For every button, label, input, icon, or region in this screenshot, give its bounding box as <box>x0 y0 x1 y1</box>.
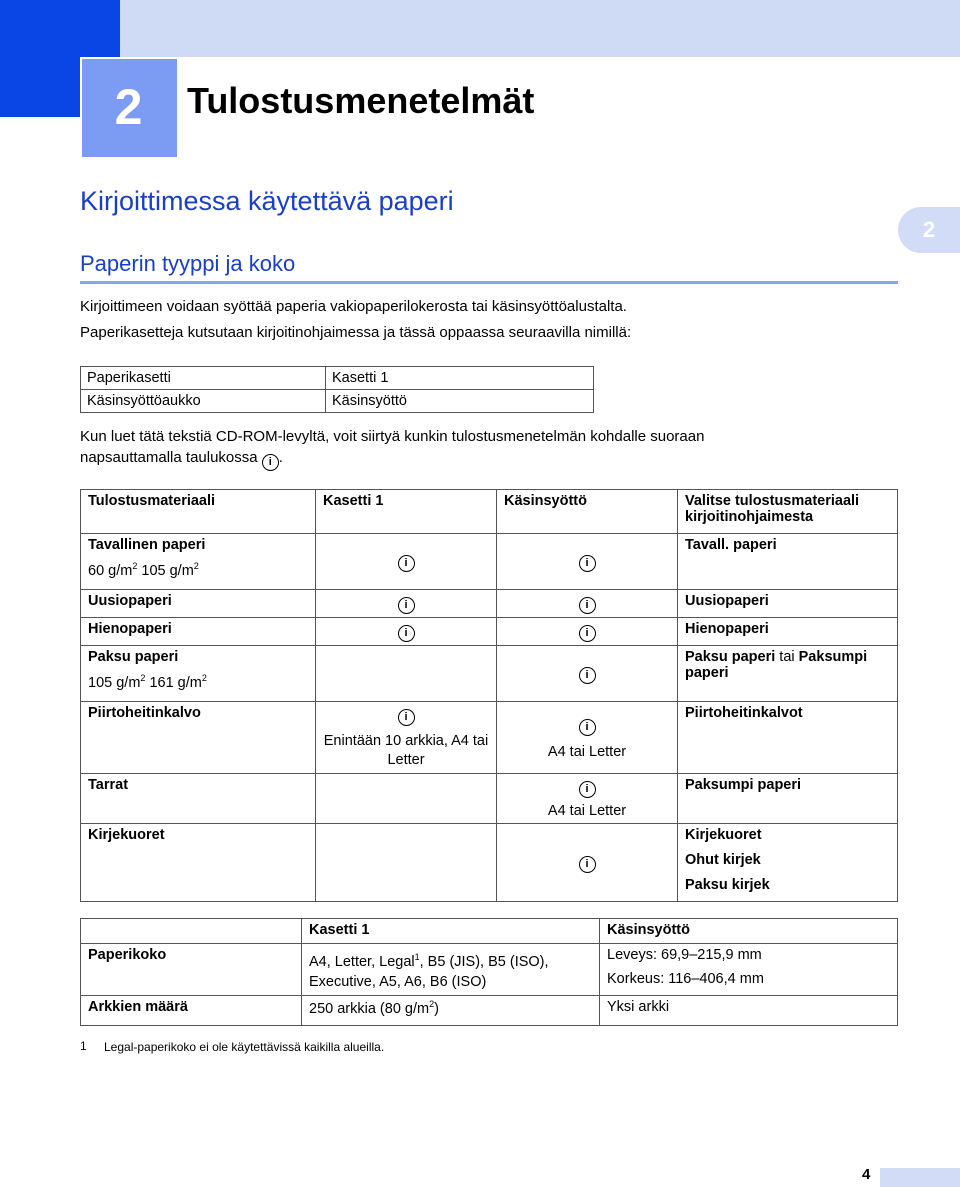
table-cell <box>678 646 898 702</box>
weight-from: 60 g/m <box>88 562 133 579</box>
table-row <box>81 534 898 590</box>
tray-note: Enintään 10 arkkia, A4 tai Letter <box>323 733 489 768</box>
table-cell <box>497 590 678 618</box>
superscript: 2 <box>193 561 199 571</box>
table-cell <box>302 944 600 996</box>
table-row <box>81 367 594 390</box>
paper-size-table <box>80 918 898 1026</box>
sheet-count: ) <box>434 1000 439 1017</box>
info-icon[interactable]: i <box>398 597 415 614</box>
info-icon[interactable]: i <box>579 781 596 798</box>
table-header-row <box>81 919 898 944</box>
media-type-table <box>80 489 898 902</box>
table-cell <box>678 824 898 902</box>
table-cell <box>316 590 497 618</box>
driver-option: Ohut kirjek <box>685 852 761 868</box>
table-row <box>81 590 898 618</box>
table-cell <box>497 646 678 702</box>
table-cell: Käsinsyöttöaukko <box>81 390 326 413</box>
cd-note-line-2 <box>80 447 283 471</box>
media-name: Tavallinen paperi <box>88 537 206 553</box>
header-cell: Tulostusmateriaali <box>81 490 316 534</box>
info-icon[interactable]: i <box>398 555 415 572</box>
footnote-text: Legal-paperikoko ei ole käytettävissä kaikilla alueilla. <box>104 1040 385 1054</box>
table-cell <box>497 534 678 590</box>
info-icon[interactable]: i <box>262 454 279 471</box>
info-icon[interactable]: i <box>579 597 596 614</box>
intro-line-2: Paperikasetteja kutsutaan kirjoitinohjaimessa ja tässä oppaassa seuraavilla nimillä: <box>80 324 632 341</box>
table-row <box>81 824 898 902</box>
table-cell: Tarrat <box>81 774 316 824</box>
table-cell: Piirtoheitinkalvot <box>678 702 898 774</box>
table-cell <box>316 618 497 646</box>
chapter-title: Tulostusmenetelmät <box>187 80 535 121</box>
sheet-count: 250 arkkia (80 g/m <box>309 1000 430 1017</box>
footnote-number: 1 <box>80 1039 87 1053</box>
table-header-row <box>81 490 898 534</box>
table-cell: Tavall. paperi <box>678 534 898 590</box>
table-cell <box>316 646 497 702</box>
footnote-ref: 1 <box>414 952 420 962</box>
media-name: Paksu paperi <box>88 649 179 665</box>
weight-from: 105 g/m <box>88 674 141 691</box>
weight-to: 105 g/m <box>137 562 194 579</box>
table-cell: Paksumpi paperi <box>678 774 898 824</box>
table-cell: Uusiopaperi <box>81 590 316 618</box>
info-icon[interactable]: i <box>398 625 415 642</box>
info-icon[interactable]: i <box>579 719 596 736</box>
table-row <box>81 702 898 774</box>
cd-note-text: napsauttamalla taulukossa <box>80 449 258 466</box>
table-cell: Piirtoheitinkalvo <box>81 702 316 774</box>
table-cell: Yksi arkki <box>600 995 898 1025</box>
table-cell: Käsinsyöttö <box>326 390 594 413</box>
superscript: 2 <box>132 561 138 571</box>
table-cell <box>497 774 678 824</box>
manual-height: Korkeus: 116–406,4 mm <box>607 971 764 987</box>
table-row <box>81 618 898 646</box>
table-row <box>81 646 898 702</box>
table-cell: Arkkien määrä <box>81 995 302 1025</box>
header-cell: Kasetti 1 <box>302 919 600 944</box>
cd-note-line-1: Kun luet tätä tekstiä CD-ROM-levyltä, voit siirtyä kunkin tulostusmenetelmän kohdalle suoraan <box>80 428 705 445</box>
info-icon[interactable]: i <box>579 667 596 684</box>
table-cell <box>316 534 497 590</box>
table-cell <box>81 646 316 702</box>
table-cell: Hienopaperi <box>81 618 316 646</box>
manual-note: A4 tai Letter <box>547 803 627 819</box>
tray-names-table <box>80 366 594 413</box>
table-cell: Hienopaperi <box>678 618 898 646</box>
media-weight <box>88 561 308 579</box>
table-cell <box>497 702 678 774</box>
table-row <box>81 944 898 996</box>
table-row <box>81 390 594 413</box>
chapter-number: 2 <box>114 79 143 135</box>
header-cell: Kasetti 1 <box>316 490 497 534</box>
page-number: 4 <box>862 1166 871 1183</box>
driver-option: Kirjekuoret <box>685 827 762 843</box>
header-cell: Käsinsyöttö <box>600 919 898 944</box>
table-row <box>81 774 898 824</box>
cd-note-dot: . <box>278 449 283 466</box>
media-weight <box>88 673 308 691</box>
table-cell <box>81 534 316 590</box>
header-band <box>0 0 960 57</box>
driver-option: Paksumpi paperi <box>685 649 868 681</box>
header-cell: Käsinsyöttö <box>497 490 678 534</box>
section-heading: Kirjoittimessa käytettävä paperi <box>80 186 454 216</box>
table-cell <box>497 618 678 646</box>
table-cell <box>302 995 600 1025</box>
info-icon[interactable]: i <box>579 555 596 572</box>
chapter-side-tab: 2 <box>898 207 960 253</box>
table-cell <box>316 702 497 774</box>
driver-option: Paksu paperi <box>685 649 776 665</box>
table-row <box>81 995 898 1025</box>
table-cell: Kirjekuoret <box>81 824 316 902</box>
weight-to: 161 g/m <box>145 674 202 691</box>
size-list: A4, Letter, Legal <box>309 953 415 970</box>
subsection-heading: Paperin tyyppi ja koko <box>80 251 296 276</box>
intro-line-1: Kirjoittimeen voidaan syöttää paperia vakiopaperilokerosta tai käsinsyöttöalustalta. <box>80 298 627 315</box>
info-icon[interactable]: i <box>398 709 415 726</box>
table-cell <box>497 824 678 902</box>
superscript: 2 <box>140 673 146 683</box>
manual-note: A4 tai Letter <box>547 744 627 760</box>
header-cell: Valitse tulostusmateriaali kirjoitinohjaimesta <box>678 490 898 534</box>
table-cell: Paperikasetti <box>81 367 326 390</box>
table-cell <box>316 774 497 824</box>
info-icon[interactable]: i <box>579 625 596 642</box>
heading-rule <box>80 281 898 284</box>
table-cell <box>600 944 898 996</box>
header-cell <box>81 919 302 944</box>
manual-width: Leveys: 69,9–215,9 mm <box>607 947 762 963</box>
info-icon[interactable]: i <box>579 856 596 873</box>
driver-option: Paksu kirjek <box>685 877 770 893</box>
table-cell: Kasetti 1 <box>326 367 594 390</box>
table-cell <box>316 824 497 902</box>
driver-or: tai <box>775 649 799 665</box>
footer-band <box>880 1168 960 1187</box>
superscript: 2 <box>201 673 207 683</box>
superscript: 2 <box>429 998 435 1009</box>
table-cell: Paperikoko <box>81 944 302 996</box>
table-cell: Uusiopaperi <box>678 590 898 618</box>
size-list: , B5 (JIS), B5 (ISO), Executive, A5, A6, B6 (ISO) <box>309 953 549 990</box>
